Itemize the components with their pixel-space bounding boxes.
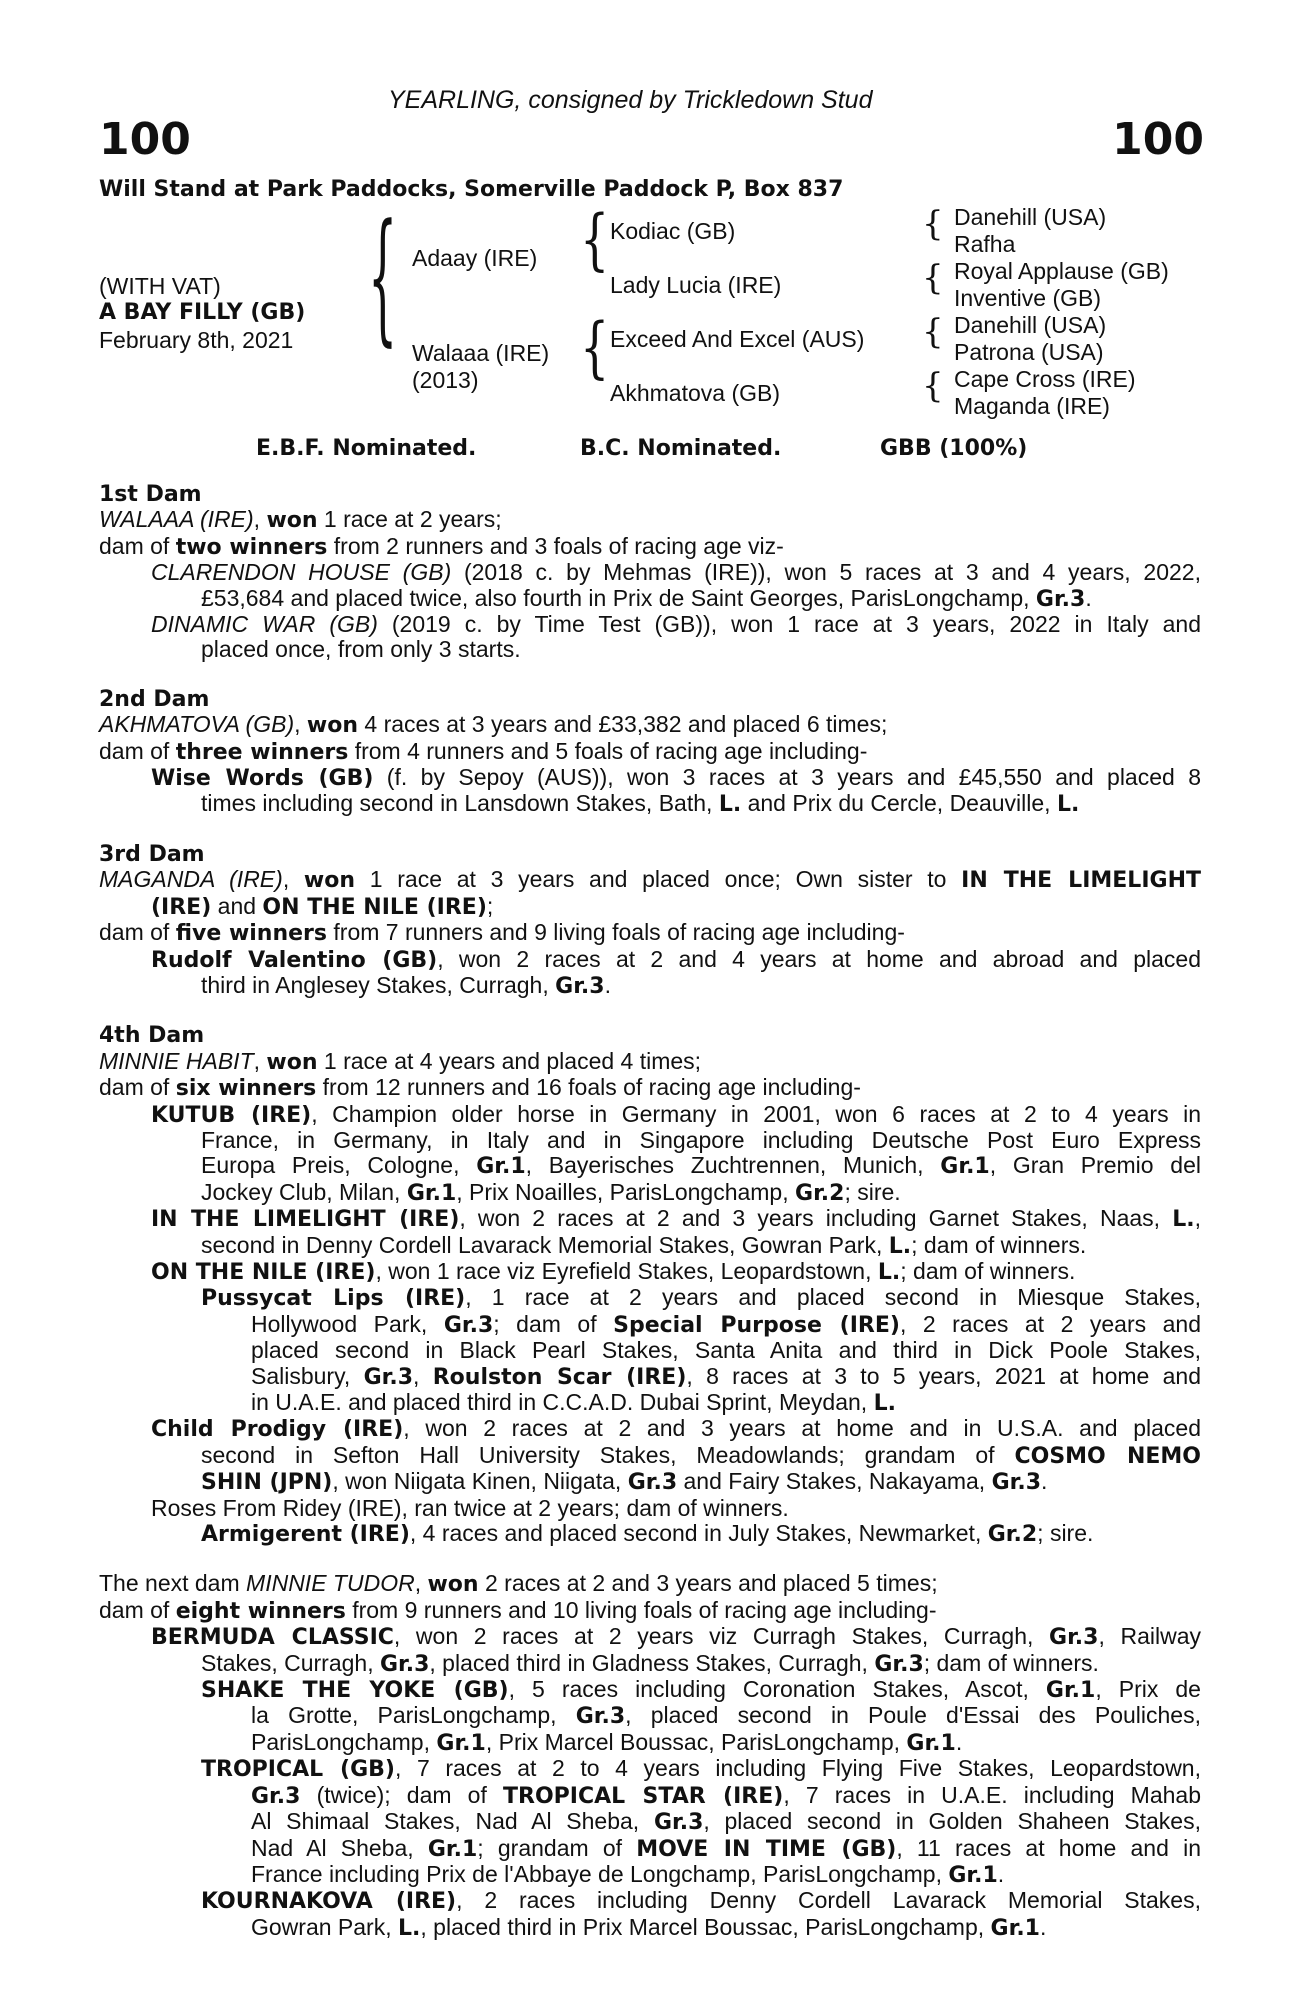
- grade: Gr.3: [874, 1651, 924, 1677]
- produce-entry-cont: France, in Germany, in Italy and in Singapore including Deutsche Post Euro Express: [201, 1126, 1201, 1153]
- text: , placed second in Golden Shaheen Stakes,: [703, 1808, 1201, 1835]
- grade: Gr.1: [990, 1915, 1040, 1941]
- text: , 5 races including Coronation Stakes, Ascot,: [508, 1676, 1046, 1703]
- produce-entry: [99, 560, 1201, 585]
- dam-line: [99, 507, 1201, 533]
- brace-g3-2: {: [922, 258, 944, 298]
- pedigree-dam: Walaaa (IRE): [412, 340, 550, 366]
- text: Al Shimaal Stakes, Nad Al Sheba,: [251, 1808, 654, 1835]
- text: ,: [413, 1362, 433, 1389]
- text: ; dam of winners.: [923, 1649, 1099, 1676]
- produce-entry-cont: [99, 1651, 1201, 1677]
- winners-count: eight winners: [175, 1598, 346, 1624]
- grade: L.: [1172, 1207, 1195, 1233]
- produce-entry-cont: [99, 1312, 1201, 1338]
- text: and Prix du Cercle, Deauville,: [741, 790, 1057, 817]
- horse-name: KOURNAKOVA (IRE): [201, 1889, 457, 1915]
- pedigree-dd: Akhmatova (GB): [610, 380, 780, 406]
- produce-entry-cont: [99, 586, 1201, 612]
- text: .: [1085, 584, 1092, 611]
- won-label: won: [306, 713, 358, 739]
- text: , placed second in Poule d'Essai des Pouliches,: [625, 1702, 1201, 1729]
- produce-entry-cont: [99, 1180, 1201, 1206]
- text: from 4 runners and 5 foals of racing age including-: [348, 737, 868, 764]
- produce-entry-cont: [99, 1703, 1201, 1729]
- text: Jockey Club, Milan,: [201, 1178, 407, 1205]
- text: , won 2 races at 2 years viz Curragh Stakes, Curragh,: [393, 1623, 1050, 1650]
- produce-entry: [99, 1888, 1201, 1914]
- text: from 2 runners and 3 foals of racing age viz-: [327, 532, 784, 559]
- horse-name: A BAY FILLY (GB): [99, 300, 306, 325]
- produce-entry-cont: [99, 1469, 1201, 1495]
- produce-entry-cont: [99, 1233, 1201, 1259]
- horse-name: MOVE IN TIME (GB): [636, 1836, 897, 1862]
- horse-name: SHAKE THE YOKE (GB): [201, 1678, 509, 1704]
- text: , Gran Premio del: [989, 1152, 1201, 1179]
- text: , Prix Marcel Boussac, ParisLongchamp,: [485, 1728, 907, 1755]
- lot-number-right: 100: [1112, 114, 1204, 165]
- text: , Champion older horse in Germany in 2001, won 6 races at 2 to 4 years in: [311, 1100, 1202, 1127]
- grade: L.: [398, 1915, 421, 1941]
- section-heading: 2nd Dam: [99, 686, 210, 712]
- lot-number-left: 100: [99, 114, 191, 165]
- text: 4 races at 3 years and £33,382 and placed 6 times;: [358, 711, 888, 738]
- ebf-nominated: E.B.F. Nominated.: [256, 436, 477, 461]
- text: dam of: [99, 1074, 176, 1101]
- text: , 11 races at home and in: [896, 1834, 1201, 1861]
- text: , placed third in Prix Marcel Boussac, ParisLongchamp,: [420, 1913, 991, 1940]
- produce-entry-cont: [99, 791, 1201, 817]
- grade: Gr.1: [906, 1730, 956, 1756]
- foaling-date: February 8th, 2021: [99, 327, 294, 353]
- text: Europa Preis, Cologne,: [201, 1152, 477, 1179]
- produce-entry: [99, 1677, 1201, 1703]
- horse-name: KUTUB (IRE): [151, 1102, 312, 1128]
- produce-entry-cont: placed once, from only 3 starts.: [201, 636, 521, 663]
- dam-name: WALAAA (IRE): [99, 506, 254, 533]
- pedigree-ssd: Rafha: [954, 231, 1016, 257]
- horse-name: CLARENDON HOUSE (GB): [151, 559, 452, 586]
- pedigree-ss: Kodiac (GB): [610, 218, 736, 244]
- pedigree-sd: Lady Lucia (IRE): [610, 272, 782, 298]
- grade: Gr.3: [443, 1312, 494, 1338]
- grade: Gr.1: [436, 1730, 486, 1756]
- produce-entry-cont: [99, 1364, 1201, 1390]
- produce-entry-cont: [99, 1915, 1201, 1941]
- text: ParisLongchamp,: [251, 1728, 437, 1755]
- winners-count: five winners: [175, 921, 328, 947]
- produce-summary: [99, 1598, 1201, 1624]
- horse-name: Wise Words (GB): [151, 766, 374, 792]
- pedigree-dam-year: (2013): [412, 367, 479, 393]
- grade: Gr.1: [427, 1836, 478, 1862]
- text: (twice); dam of: [300, 1781, 503, 1808]
- won-label: won: [266, 1049, 318, 1075]
- produce-entry-cont: [99, 1390, 1201, 1416]
- text: , won 2 races at 2 and 3 years including Garnet Stakes, Naas,: [459, 1205, 1173, 1232]
- brace-g3-3: {: [922, 312, 944, 352]
- consignor-line: YEARLING, consigned by Trickledown Stud: [388, 86, 873, 114]
- pedigree-ddd: Maganda (IRE): [954, 393, 1110, 419]
- grade: Gr.3: [627, 1470, 678, 1496]
- text: , won 2 races at 2 and 3 years at home and in U.S.A. and placed: [403, 1415, 1201, 1442]
- text: ; grandam of: [477, 1834, 637, 1861]
- grade: L.: [718, 792, 742, 818]
- text: , won 2 races at 2 and 4 years at home and abroad and placed: [437, 945, 1201, 972]
- text: ; dam of winners.: [900, 1257, 1076, 1284]
- text: (2018 c. by Mehmas (IRE)), won 5 races at 3 and 4 years, 2022,: [451, 559, 1201, 586]
- horse-name: ON THE NILE (IRE): [262, 894, 487, 920]
- grade: L.: [1056, 792, 1080, 818]
- winners-count: two winners: [175, 534, 328, 560]
- text: , 2 races at 2 years and: [899, 1310, 1202, 1337]
- produce-entry-cont: [99, 1730, 1201, 1756]
- text: 1 race at 3 years and placed once; Own sister to: [355, 866, 962, 893]
- text: ,: [282, 866, 304, 893]
- text: 1 race at 2 years;: [317, 506, 502, 533]
- produce-entry-cont: [99, 1783, 1201, 1809]
- text: ,: [294, 711, 307, 738]
- horse-name: Rudolf Valentino (GB): [151, 947, 438, 973]
- brace-g3-1: {: [922, 204, 944, 244]
- produce-entry: [99, 612, 1201, 637]
- brace-gen1: {: [368, 192, 398, 360]
- grade: Gr.3: [363, 1364, 414, 1390]
- text: , 2 races including Denny Cordell Lavarack Memorial Stakes,: [456, 1887, 1201, 1914]
- dam-line: [99, 712, 1201, 738]
- text: Hollywood Park,: [251, 1310, 444, 1337]
- grade: Gr.1: [406, 1180, 457, 1206]
- horse-name: (IRE): [151, 894, 212, 920]
- horse-name: TROPICAL STAR (IRE): [503, 1783, 784, 1809]
- produce-entry-cont: [99, 1836, 1201, 1862]
- text: from 9 runners and 10 living foals of racing age including-: [345, 1596, 937, 1623]
- grade: Gr.2: [987, 1522, 1038, 1548]
- dam-name: AKHMATOVA (GB): [99, 711, 295, 738]
- pedigree-dds: Cape Cross (IRE): [954, 366, 1136, 392]
- text: second in Sefton Hall University Stakes, Meadowlands; grandam of: [201, 1441, 1015, 1468]
- text: ; dam of: [493, 1310, 614, 1337]
- winners-count: six winners: [175, 1076, 317, 1102]
- text: third in Anglesey Stakes, Curragh,: [201, 971, 556, 998]
- brace-dam-line: {: [580, 307, 610, 387]
- dam-name: MAGANDA (IRE): [99, 866, 283, 893]
- text: ;: [486, 892, 494, 919]
- produce-entry: [99, 1206, 1201, 1232]
- text: and Fairy Stakes, Nakayama,: [677, 1468, 992, 1495]
- grade: Gr.3: [653, 1810, 704, 1836]
- produce-entry: [99, 1259, 1201, 1285]
- won-label: won: [427, 1572, 479, 1598]
- grade: Gr.3: [379, 1651, 430, 1677]
- vat-note: (WITH VAT): [99, 273, 221, 299]
- text: ; dam of winners.: [911, 1231, 1087, 1258]
- third-dam-section: [99, 842, 1201, 999]
- grade: Gr.3: [251, 1783, 301, 1809]
- text: ,: [253, 1047, 267, 1074]
- grade: Gr.1: [948, 1862, 998, 1888]
- dam-line: [99, 1049, 1201, 1075]
- text: ; sire.: [1037, 1520, 1094, 1547]
- text: 2 races at 2 and 3 years and placed 5 times;: [478, 1570, 938, 1597]
- winners-count: three winners: [175, 739, 349, 765]
- produce-entry: [99, 1102, 1201, 1128]
- text: dam of: [99, 1596, 176, 1623]
- grade: Gr.3: [1049, 1625, 1099, 1651]
- text: France including Prix de l'Abbaye de Longchamp, ParisLongchamp,: [251, 1860, 949, 1887]
- text: .: [1039, 1913, 1047, 1940]
- produce-entry-cont: [99, 1443, 1201, 1469]
- text: .: [1041, 1468, 1048, 1495]
- produce-entry: [99, 1756, 1201, 1782]
- produce-entry: Roses From Ridey (IRE), ran twice at 2 years; dam of winners.: [151, 1494, 789, 1521]
- grade: Gr.3: [991, 1470, 1042, 1496]
- text: dam of: [99, 919, 176, 946]
- won-label: won: [303, 868, 356, 894]
- text: (2019 c. by Time Test (GB)), won 1 race at 3 years, 2022 in Italy and: [377, 611, 1201, 638]
- pedigree-ds: Exceed And Excel (AUS): [610, 326, 865, 352]
- text: .: [604, 971, 611, 998]
- dam-name: MINNIE TUDOR: [246, 1570, 415, 1597]
- text: The next dam: [99, 1570, 247, 1597]
- produce-entry: [99, 947, 1201, 973]
- grade: Gr.1: [1045, 1678, 1096, 1704]
- gbb-status: GBB (100%): [880, 436, 1028, 461]
- grade: Gr.1: [940, 1154, 990, 1180]
- stand-location: Will Stand at Park Paddocks, Somerville Paddock P, Box 837: [99, 177, 844, 202]
- dam-line-cont: [99, 894, 1201, 920]
- text: , Railway: [1098, 1623, 1201, 1650]
- produce-entry-cont: placed second in Black Pearl Stakes, Santa Anita and third in Dick Poole Stakes,: [251, 1337, 1201, 1364]
- produce-entry: [99, 1624, 1201, 1650]
- text: times including second in Lansdown Stakes, Bath,: [201, 790, 719, 817]
- text: , 7 races at 2 to 4 years including Flying Five Stakes, Leopardstown,: [394, 1755, 1201, 1782]
- text: ,: [414, 1570, 428, 1597]
- text: , Prix de: [1095, 1676, 1201, 1703]
- text: dam of: [99, 737, 176, 764]
- grade: Gr.3: [575, 1704, 626, 1730]
- text: , won 1 race viz Eyrefield Stakes, Leopardstown,: [375, 1257, 878, 1284]
- horse-name: Armigerent (IRE): [201, 1522, 410, 1548]
- pedigree-dss: Danehill (USA): [954, 312, 1107, 338]
- produce-summary: [99, 534, 1201, 560]
- pedigree-sds: Royal Applause (GB): [954, 258, 1169, 284]
- section-heading: 1st Dam: [99, 482, 202, 507]
- horse-name: Child Prodigy (IRE): [151, 1417, 404, 1443]
- text: in U.A.E. and placed third in C.C.A.D. Dubai Sprint, Meydan,: [251, 1389, 874, 1415]
- text: , placed third in Gladness Stakes, Curragh,: [429, 1649, 875, 1676]
- produce-entry: [99, 1416, 1201, 1442]
- text: (f. by Sepoy (AUS)), won 3 races at 3 years and £45,550 and placed 8: [373, 764, 1201, 791]
- grade: Gr.3: [1035, 586, 1086, 612]
- grade: Gr.3: [555, 973, 605, 999]
- produce-entry-cont: [99, 973, 1201, 999]
- text: from 12 runners and 16 foals of racing age including-: [316, 1074, 861, 1101]
- text: ,: [1194, 1205, 1201, 1232]
- text: £53,684 and placed twice, also fourth in Prix de Saint Georges, ParisLongchamp,: [201, 584, 1036, 611]
- produce-entry: [99, 1521, 1201, 1547]
- bc-nominated: B.C. Nominated.: [580, 436, 782, 461]
- text: , 7 races in U.A.E. including Mahab: [783, 1781, 1201, 1808]
- text: 1 race at 4 years and placed 4 times;: [317, 1047, 702, 1074]
- horse-name: Roulston Scar (IRE): [432, 1364, 687, 1390]
- text: , won Niigata Kinen, Niigata,: [332, 1468, 628, 1495]
- grade: L.: [888, 1233, 912, 1259]
- horse-name: TROPICAL (GB): [201, 1757, 395, 1783]
- text: la Grotte, ParisLongchamp,: [251, 1702, 576, 1729]
- text: .: [955, 1728, 963, 1755]
- horse-name: ON THE NILE (IRE): [151, 1259, 376, 1285]
- pedigree-sire: Adaay (IRE): [412, 245, 538, 271]
- horse-name: Pussycat Lips (IRE): [201, 1286, 466, 1312]
- text: from 7 runners and 9 living foals of racing age including-: [327, 919, 905, 946]
- brace-g3-4: {: [922, 366, 944, 406]
- horse-name: SHIN (JPN): [201, 1470, 333, 1496]
- section-heading: 3rd Dam: [99, 841, 205, 867]
- text: , 1 race at 2 years and placed second in Miesque Stakes,: [465, 1284, 1201, 1311]
- grade: L.: [877, 1259, 901, 1285]
- first-dam-section: [99, 482, 1201, 663]
- second-dam-section: [99, 687, 1201, 818]
- brace-sire-line: {: [580, 199, 610, 279]
- grade: Gr.1: [476, 1154, 526, 1180]
- grade: L.: [873, 1391, 896, 1416]
- horse-name: Special Purpose (IRE): [613, 1312, 900, 1338]
- produce-entry: [99, 1285, 1201, 1311]
- text: dam of: [99, 532, 176, 559]
- text: Gowran Park,: [251, 1913, 398, 1940]
- horse-name: IN THE LIMELIGHT (IRE): [151, 1207, 460, 1233]
- text: , 4 races and placed second in July Stakes, Newmarket,: [409, 1520, 988, 1547]
- dam-name: MINNIE HABIT: [99, 1047, 254, 1074]
- fourth-dam-section: [99, 1023, 1201, 1547]
- text: Nad Al Sheba,: [251, 1834, 428, 1861]
- text: ,: [253, 506, 267, 533]
- text: , 8 races at 3 to 5 years, 2021 at home and: [686, 1362, 1201, 1389]
- pedigree-dsd: Patrona (USA): [954, 339, 1104, 365]
- text: , Bayerisches Zuchtrennen, Munich,: [525, 1152, 941, 1179]
- produce-entry-cont: [99, 1862, 1201, 1888]
- produce-entry-cont: [99, 1809, 1201, 1835]
- text: second in Denny Cordell Lavarack Memorial Stakes, Gowran Park,: [201, 1231, 889, 1258]
- produce-summary: [99, 1075, 1201, 1101]
- dam-line: [99, 867, 1201, 893]
- dam-line: [99, 1571, 1201, 1597]
- produce-summary: [99, 739, 1201, 765]
- text: and: [211, 892, 263, 919]
- produce-entry-cont: [99, 1153, 1201, 1179]
- text: Stakes, Curragh,: [201, 1649, 380, 1676]
- horse-name: COSMO NEMO: [1014, 1443, 1201, 1469]
- text: Salisbury,: [251, 1362, 364, 1389]
- horse-name: DINAMIC WAR (GB): [151, 611, 378, 638]
- catalogue-body: [99, 482, 1201, 1941]
- won-label: won: [266, 508, 318, 534]
- text: .: [997, 1860, 1005, 1887]
- next-dam-section: [99, 1571, 1201, 1941]
- text: , Prix Noailles, ParisLongchamp,: [456, 1178, 796, 1205]
- pedigree-sss: Danehill (USA): [954, 204, 1107, 230]
- produce-entry: [99, 765, 1201, 791]
- produce-summary: [99, 920, 1201, 946]
- section-heading: 4th Dam: [99, 1023, 205, 1049]
- pedigree-sdd: Inventive (GB): [954, 285, 1101, 311]
- grade: Gr.2: [795, 1180, 845, 1206]
- horse-name: IN THE LIMELIGHT: [961, 868, 1201, 894]
- text: ; sire.: [844, 1178, 901, 1205]
- horse-name: BERMUDA CLASSIC: [151, 1625, 394, 1651]
